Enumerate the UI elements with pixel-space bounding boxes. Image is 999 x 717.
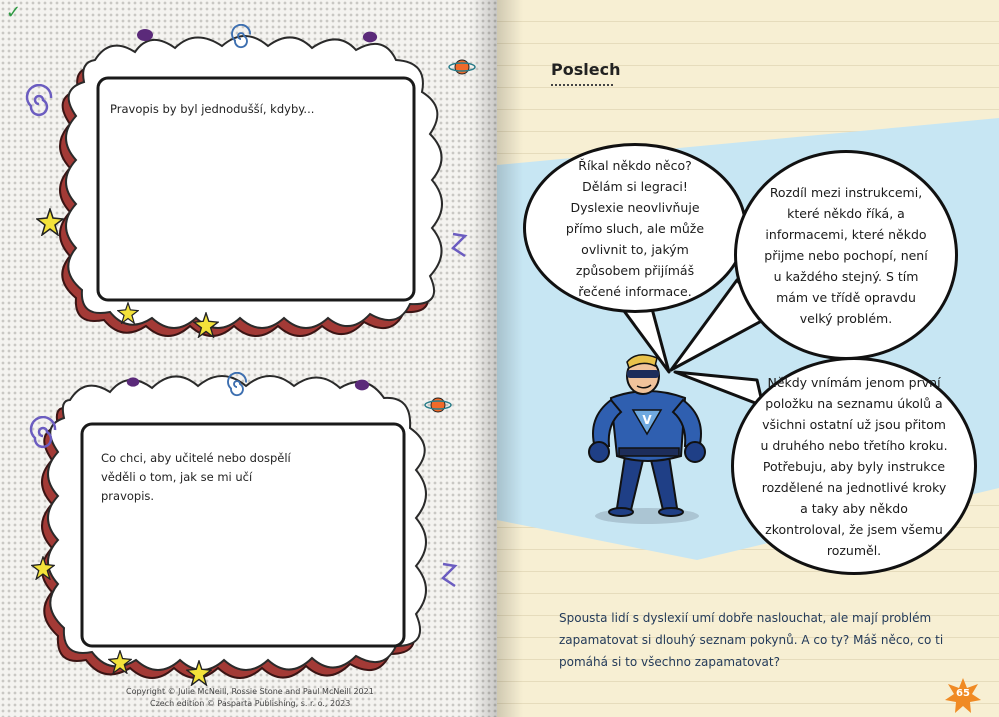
star-doodle-icon — [36, 208, 64, 236]
star-doodle-icon — [31, 556, 55, 580]
speech-bubble-2 — [734, 150, 958, 360]
check-mark-icon: ✓ — [6, 2, 22, 23]
frame-top-prompt: Pravopis by byl jednodušší, kdyby... — [110, 102, 315, 116]
swirl-doodle-icon — [22, 84, 56, 124]
star-doodle-icon — [108, 650, 132, 674]
title-underline — [551, 84, 613, 86]
left-page — [0, 0, 497, 717]
swirl-doodle-icon — [26, 416, 60, 456]
speech-bubble-text: Někdy vnímám jenom první položku na seznamu úkolů a všichni ostatní už jsou přitom u druhého nebo třetího kroku. Potřebuju, aby byly instrukce rozdělené na jednotlivé kroky a taky aby někdo zkontroloval, že jsem všemu rozuměl. — [760, 374, 948, 558]
swirl-doodle-icon — [226, 24, 256, 54]
speech-bubble-3 — [731, 357, 977, 575]
cloud-frame-bottom-art — [0, 0, 497, 717]
squiggle-doodle-icon — [440, 560, 458, 590]
speech-bubble-text: Říkal někdo něco? Dělám si legraci! Dyslexie neovlivňuje přímo sluch, ale může ovlivnit to, jakým způsobem přijímáš řečené informace. — [565, 157, 705, 299]
blob-doodle-icon — [126, 376, 140, 388]
footer-question: Spousta lidí s dyslexií umí dobře naslouchat, ale mají problém zapamatovat si dlouhý seznam pokynů. A co ty? Máš něco, co ti pomáhá si to všechno zapamatovat? — [559, 611, 944, 669]
hero-chest-letter: V — [642, 413, 652, 427]
speech-bubble-text: Rozdíl mezi instrukcemi, které někdo říká, a informacemi, které někdo přijme nebo pochopí, není u každého stejný. S tím mám ve třídě opravdu velký problém. — [764, 184, 928, 326]
copyright — [126, 686, 374, 710]
star-doodle-icon — [193, 312, 219, 338]
section-title: Poslech — [551, 60, 621, 79]
right-page — [497, 0, 999, 717]
superhero-illustration — [577, 348, 717, 528]
copyright-line: Copyright © Julie McNeill, Rossie Stone and Paul McNeill 2021 — [126, 687, 374, 696]
copyright-line: Czech edition © Pasparta Publishing, s. r. o., 2023 — [150, 699, 351, 708]
planet-doodle-icon — [448, 56, 476, 78]
squiggle-doodle-icon — [450, 230, 468, 260]
blob-doodle-icon — [362, 30, 378, 44]
page-number-badge — [943, 676, 983, 716]
blob-doodle-icon — [136, 28, 154, 42]
star-doodle-icon — [186, 660, 212, 686]
speech-bubble-1 — [523, 143, 747, 313]
frame-bottom-prompt: Co chci, aby učitelé nebo dospělí věděli o tom, jak se mi učí pravopis. — [101, 451, 291, 503]
page-number: 65 — [956, 688, 970, 699]
star-doodle-icon — [117, 302, 139, 324]
swirl-doodle-icon — [222, 372, 252, 402]
blob-doodle-icon — [354, 378, 370, 392]
planet-doodle-icon — [424, 394, 452, 416]
